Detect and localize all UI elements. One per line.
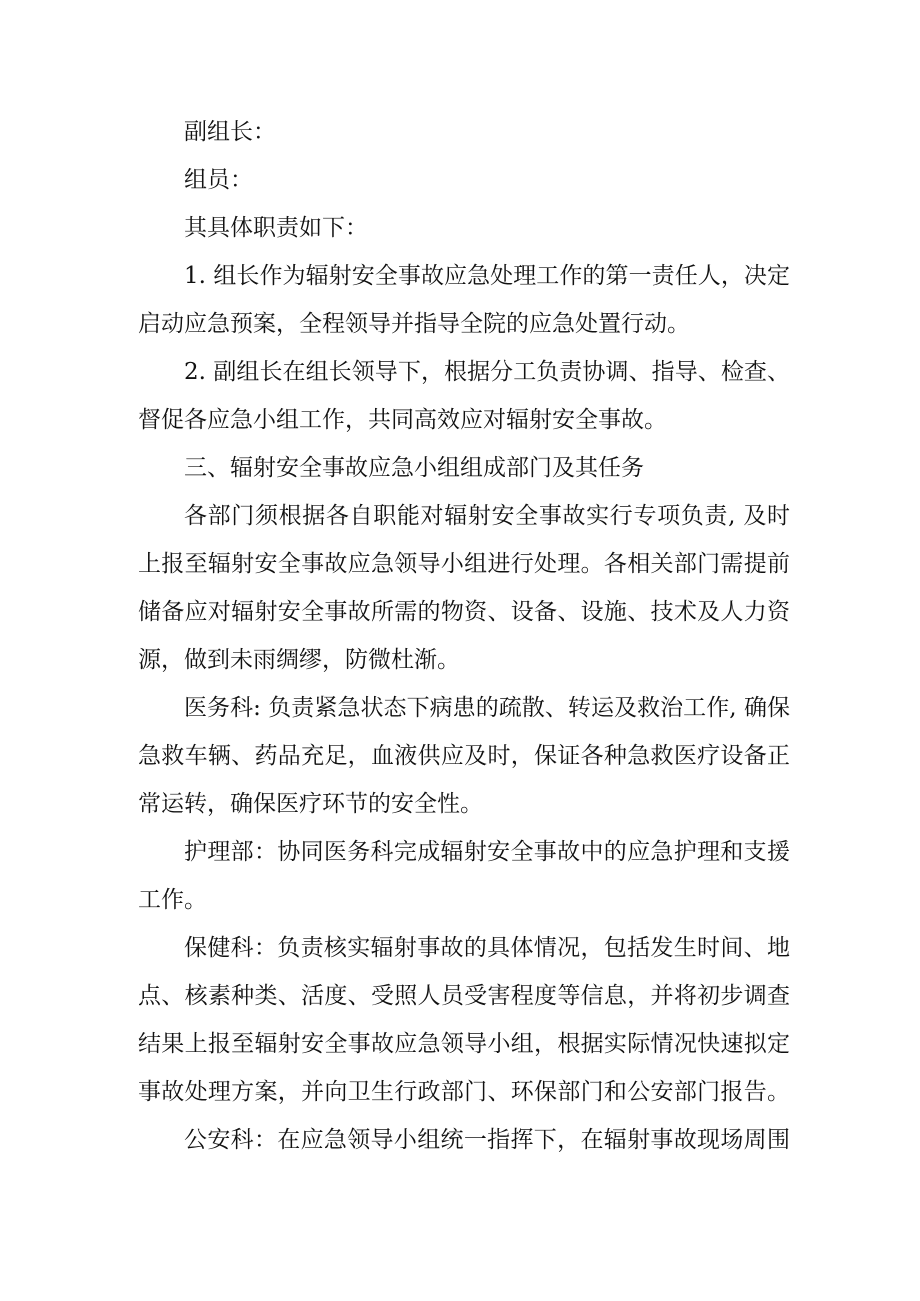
- text-line: 护理部：协同医务科完成辐射安全事故中的应急护理和支援: [184, 839, 790, 865]
- text-line-duties-intro: 其具体职责如下：: [184, 215, 368, 241]
- document-body: [138, 108, 790, 1164]
- text-line: 事故处理方案，并向卫生行政部门、环保部门和公安部门报告。: [138, 1079, 790, 1105]
- text-line: 2. 副组长在组长领导下，根据分工负责协调、指导、检查、: [184, 359, 790, 385]
- text-line: 公安科：在应急领导小组统一指挥下，在辐射事故现场周围: [184, 1127, 790, 1153]
- text-line: 工作。: [138, 887, 207, 913]
- text-line: 点、核素种类、活度、受照人员受害程度等信息，并将初步调查: [138, 983, 790, 1009]
- section-heading: 三、辐射安全事故应急小组组成部门及其任务: [184, 455, 644, 481]
- text-line: 储备应对辐射安全事故所需的物资、设备、设施、技术及人力资: [138, 599, 790, 625]
- text-line: 常运转，确保医疗环节的安全性。: [138, 791, 483, 817]
- text-line: 各部门须根据各自职能对辐射安全事故实行专项负责, 及时: [184, 503, 790, 529]
- text-line: 上报至辐射安全事故应急领导小组进行处理。各相关部门需提前: [138, 551, 790, 577]
- text-line: 督促各应急小组工作，共同高效应对辐射安全事故。: [138, 407, 667, 433]
- text-line: 启动应急预案，全程领导并指导全院的应急处置行动。: [138, 311, 690, 337]
- text-line: 源，做到未雨绸缪，防微杜渐。: [138, 647, 460, 673]
- text-line: 结果上报至辐射安全事故应急领导小组，根据实际情况快速拟定: [138, 1031, 790, 1057]
- text-line-deputy-leader: 副组长：: [184, 119, 276, 145]
- text-line-members: 组员：: [184, 167, 253, 193]
- text-line: 保健科：负责核实辐射事故的具体情况，包括发生时间、地: [184, 935, 790, 961]
- text-line: 医务科: 负责紧急状态下病患的疏散、转运及救治工作, 确保: [184, 695, 790, 721]
- text-line: 1. 组长作为辐射安全事故应急处理工作的第一责任人，决定: [184, 263, 790, 289]
- text-line: 急救车辆、药品充足，血液供应及时，保证各种急救医疗设备正: [138, 743, 790, 769]
